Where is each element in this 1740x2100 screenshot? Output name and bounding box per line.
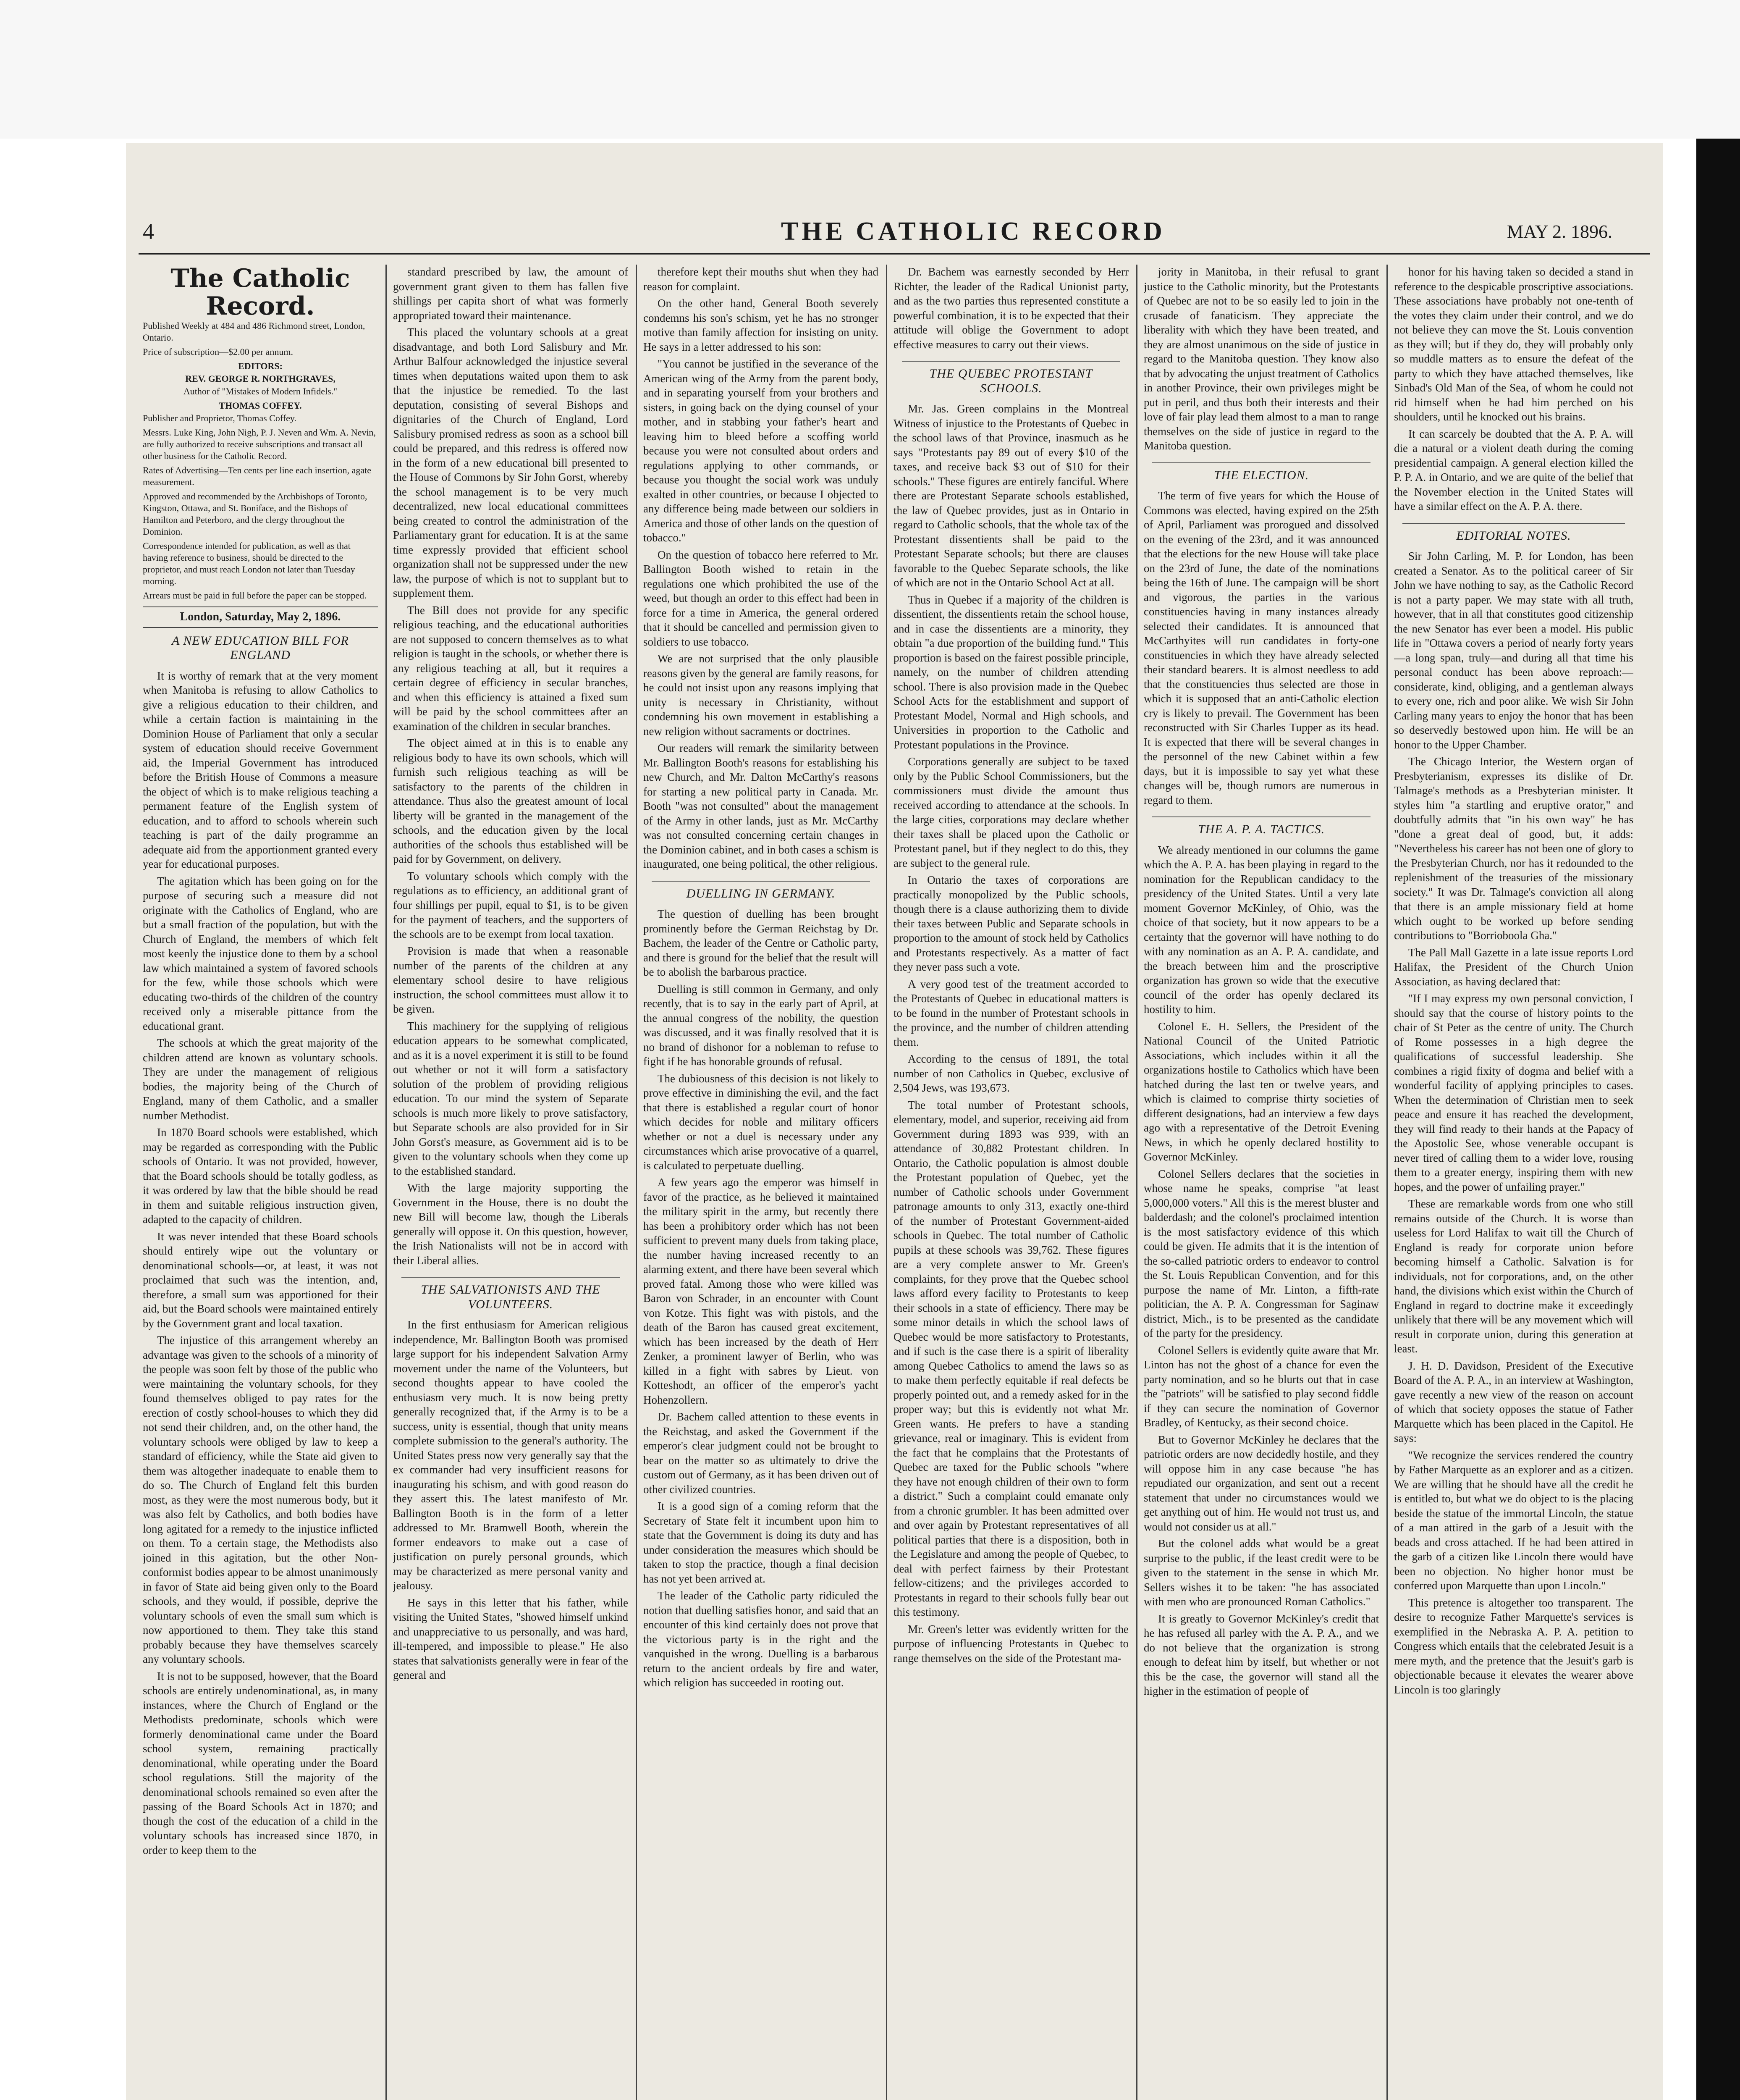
paragraph: Colonel E. H. Sellers, the President of the National Council of the United Patriotic Associations, which includes within it all the organizations hostile to Catholics which have been hatched during the last ten or twelve years, and which is claimed to comprise thirty societies of different designations, had an interview a few days ago with a representative of the Detroit Evening News, in which he openly declared hostility to Governor McKinley.: [1144, 1020, 1379, 1163]
paragraph: It can scarcely be doubted that the A. P. A. will die a natural or a violent death during the coming presidential campaign. A general election killed the P. P. A. in Ontario, and we are quite of the belief that the November election in the United States will have a similar effect on the A. P. A. there.: [1394, 427, 1633, 512]
masthead-approved: Approved and recommended by the Archbishops of Toronto, Kingston, Ottawa, and St. Boniface, and the Bishops of Hamilton and Peterboro, and the clergy throughout the Dominion.: [143, 491, 367, 537]
paragraph: Mr. Green's letter was evidently written for the purpose of influencing Protestants in Quebec to range themselves on the side of the Protestant ma-: [894, 1622, 1129, 1664]
paragraph: It is greatly to Governor McKinley's credit that he has refused all parley with the A. P. A., and we do not believe that the organization is strong enough to defeat him by itself, but whether or not this be the case, the governor will stand all the higher in the estimation of people of: [1144, 1612, 1379, 1697]
paragraph: To voluntary schools which comply with the regulations as to efficiency, an additional grant of four shillings per pupil, equal to $1, is to be given for the payment of teachers, and the supporters of the schools are to be exempt from local taxation.: [393, 869, 628, 940]
paragraph: This placed the voluntary schools at a great disadvantage, and both Lord Salisbury and Mr. Arthur Balfour acknowledged the injustice several times when deputations waited upon them to ask that the injustice be remedied. To the last deputation, consisting of several Bishops and dignitaries of the Church of England, Lord Salisbury promised redress as soon as a school bill could be prepared, and this redress is offered now in the form of a new educational bill presented to the House of Commons by Sir John Gorst, whereby the school management is to be very much decentralized, new local educational committees being created to control the administration of the Parliamentary grant for education. It is at the same time expressly provided that efficient school organization shall not be suppressed under the new law, the purpose of which is not to supplant but to supplement them.: [393, 326, 628, 599]
masthead-advertising: Rates of Advertising—Ten cents per line each insertion, agate measurement.: [143, 465, 372, 487]
paragraph: This machinery for the supplying of religious education appears to be somewhat complicated, and as it is a novel experiment it is still to be found out whether or not it will form a satisfactory solution of the problem of providing religious education. To our mind the system of Separate schools is much more likely to prove satisfactory, but Separate schools are also provided for in Sir John Gorst's measure, as Government aid is to be given to the voluntary schools when they come up to the established standard.: [393, 1019, 628, 1177]
paragraph: A very good test of the treatment accorded to the Protestants of Quebec in educational matters is to be found in the number of Protestant schools in the province, and the number of children attending them.: [894, 977, 1129, 1048]
paragraph: J. H. D. Davidson, President of the Executive Board of the A. P. A., in an interview at Washington, gave recently a new view of the reason on account of which that society opposes the statue of Father Marquette which has been placed in the Capitol. He says:: [1394, 1359, 1633, 1444]
paragraph: therefore kept their mouths shut when they had reason for complaint.: [643, 265, 878, 293]
masthead-price: Price of subscription—$2.00 per annum.: [143, 346, 293, 357]
scan-dark-edge: [1696, 139, 1740, 2100]
masthead-editor-1-note: Author of "Mistakes of Modern Infidels.": [183, 386, 338, 396]
paragraph: The object aimed at in this is to enable any religious body to have its own schools, which will furnish such religious teaching as will be satisfactory to the parents of the children in attendance. Thus also the greatest amount of local liberty will be granted in the management of the schools, and the education given by the local authorities of the schools thus established will be paid for by Government, on delivery.: [393, 737, 628, 865]
paragraph: The term of five years for which the House of Commons was elected, having expired on the 25th of April, Parliament was prorogued and dissolved on the evening of the 23rd, and it was announced that the elections for the new House will take place on the 23rd of June, the date of the nominations being the 16th of June. The campaign will be short and vigorous, the parties in the various constituencies having in many instances already selected their candidates. It is announced that McCarthyites will run candidates in forty-one constituencies in which they have already selected their standard bearers. It is almost needless to add that the constituencies thus selected are those in which it is supposed that an anti-Catholic election cry is likely to prevail. The Government has been reconstructed with Sir Charles Tupper as its head. It is expected that there will be several changes in the personnel of the new Cabinet within a few days, but it is impossible to say yet what these changes will be, though rumors are numerous in regard to them.: [1144, 489, 1379, 806]
heading-education-bill: A NEW EDUCATION BILL FOR ENGLAND: [172, 633, 349, 662]
heading-apa-tactics: THE A. P. A. TACTICS.: [1152, 816, 1371, 837]
paragraph: Duelling is still common in Germany, and only recently, that is to say in the early part of April, at the annual congress of the nobility, the question was discussed, and it was finally resolved that it is no brand of dishonor for a nobleman to refuse to fight if he has honorable grounds of refusal.: [643, 982, 878, 1068]
paragraph: In 1870 Board schools were established, which may be regarded as corresponding with the Public schools of Ontario. It was not provided, however, that the Board schools should be totally godless, as it was ordered by law that the bible should be read in them and suitable religious instruction given, adapted to the capacity of children.: [143, 1126, 378, 1226]
masthead-editors-heading: EDITORS:: [238, 361, 283, 371]
masthead-name: The Catholic Record.: [170, 265, 350, 321]
paragraph: "If I may express my own personal conviction, I should say that the course of history points to the chair of St Peter as the centre of unity. The Church of Rome possesses in a high degree the qualifications of successful leadership. She combines a rigid fixity of dogma and belief with a wonderful facility of applying principles to cases. When the determination of Christian men to seek peace and ensure it has reached the development, they will find ready to their hands at the Papacy of the Apostolic See, whose venerable occupant is never tired of calling them to a wider love, rousing them to a greater energy, inspiring them with new hopes, and the power of unfailing prayer.": [1394, 992, 1633, 1193]
paragraph: The Chicago Interior, the Western organ of Presbyterianism, expresses its dislike of Dr. Talmage's methods as a Presbyterian minister. It styles him "a startling and eruptive orator," and doubtfully admits that "in his own way" he has "done a great deal of good, but, it adds: "Nevertheless his career has not been one of glory to the Presbyterian Church, nor has it redounded to the replenishment of the treasuries of the missionary society." It was Dr. Talmage's conviction all along that there is an ample missionary field at home which ought to be worked up before sending contributions to "Borrioboola Gha.": [1394, 755, 1633, 942]
column-divider: [886, 265, 887, 2100]
paragraph: It was never intended that these Board schools should entirely wipe out the voluntary or denominational schools—or, at least, it was not proclaimed that such was the intention, and, therefore, a small sum was apportioned for their aid, but the Board schools were maintained entirely by the Government grant and local taxation.: [143, 1230, 378, 1330]
paragraph: The Pall Mall Gazette in a late issue reports Lord Halifax, the President of the Church Union Association, as having declared that:: [1394, 946, 1633, 988]
paragraph: It is not to be supposed, however, that the Board schools are entirely undenominational, as, in many instances, where the Church of England or the Methodists predominate, schools which were formerly denominational came under the Board school system, remaining practically denominational, while operating under the Board school regulations. Still the majority of the denominational schools remained so even after the passing of the Board Schools Act in 1870; and though the cost of the education of a child in the voluntary schools has increased since 1870, in order to keep them to the: [143, 1670, 378, 1856]
paragraph: We are not surprised that the only plausible reasons given by the general are family reasons, for he could not insist upon any reasons implying that unity is necessary in Christianity, without condemning his own movement in establishing a new religion without sacraments or doctrines.: [643, 652, 878, 738]
paragraph: Our readers will remark the similarity between Mr. Ballington Booth's reasons for establishing his new Church, and Mr. Dalton McCarthy's reasons for starting a new political party in Canada. Mr. Booth "was not consulted" about the management of the Army in other lands, just as Mr. McCarthy was not consulted concerning certain changes in the Dominion cabinet, and in both cases a schism is inaugurated, one being political, the other religious.: [643, 742, 878, 870]
paragraph: standard prescribed by law, the amount of government grant given to them has fallen five shillings per capita short of what was formerly appropriated toward their maintenance.: [393, 265, 628, 322]
paragraph: Sir John Carling, M. P. for London, has been created a Senator. As to the political career of Sir John we have nothing to say, as the Catholic Record is not a party paper. We may state with all truth, however, that in all that constitutes good citizenship the new Senator has ever been a model. His public life in "Ottawa covers a period of nearly forty years—a long span, truly—and during all that time his personal conduct has been above reproach:—considerate, kind, obliging, and a gentleman always to every one, rich and poor alike. We wish Sir John Carling many years to enjoy the honor that has been so deservedly bestowed upon him. He will be an honor to the Upper Chamber.: [1394, 550, 1633, 751]
paragraph: But to Governor McKinley he declares that the patriotic orders are now decidedly hostile, and they will oppose him in any case because "he has repudiated our organization, and sent out a recent statement that under no circumstances would we get anything out of him. He would not trust us, and would not consider us at all.": [1144, 1433, 1379, 1533]
dateline: London, Saturday, May 2, 1896.: [143, 606, 378, 628]
masthead-agents: Messrs. Luke King, John Nigh, P. J. Neven and Wm. A. Nevin, are fully authorized to receive subscriptions and transact all other business for the Catholic Record.: [143, 427, 376, 461]
paragraph: A few years ago the emperor was himself in favor of the practice, as he believed it maintained the military spirit in the army, but recently there has been a prohibitory order which has not been sufficient to prevent many duels from taking place, the number having increased recently to an alarming extent, and there have been several which proved fatal. Among those who were killed was Baron von Schrader, in an encounter with Count von Kotze. This fight was with pistols, and the death of the Baron has caused great excitement, which has been increased by the death of Herr Zenker, a prominent lawyer of Berlin, who was killed in a fight with sabres by Lieut. von Kotteshodt, an officer of the emperor's yacht Hohenzollern.: [643, 1176, 878, 1406]
paragraph: jority in Manitoba, in their refusal to grant justice to the Catholic minority, but the Protestants of Quebec are not to be so easily led to join in the crusade of fanaticism. They appreciate the liberality with which they have been treated, and they are almost unanimous on the side of justice in regard to the Manitoba question. They know also that by advocating the unjust treatment of Catholics in another Province, their own privileges might be put in peril, and thus both their interests and their love of fair play lead them almost to a man to range themselves on the side of justice in regard to the Manitoba question.: [1144, 265, 1379, 452]
heading-election: THE ELECTION.: [1152, 462, 1371, 483]
column-divider: [1136, 265, 1137, 2100]
column-2: [393, 265, 628, 2100]
paragraph: Provision is made that when a reasonable number of the parents of the children at any elementary school desire to have religious instruction, the school committees must allow it to be given.: [393, 945, 628, 1015]
paragraph: On the other hand, General Booth severely condemns his son's schism, yet he has no stronger motive than family affection for insisting on unity. He says in a letter addressed to his son:: [643, 297, 878, 353]
header-rule: [139, 253, 1650, 255]
paragraph: It is a good sign of a coming reform that the Secretary of State felt it incumbent upon him to state that the Government is doing its duty and has under consideration the measures which should be taken to stop the practice, though a final decision has not yet been arrived at.: [643, 1500, 878, 1585]
newspaper-title: THE CATHOLIC RECORD: [781, 217, 1166, 246]
paragraph: On the question of tobacco here referred to Mr. Ballington Booth wished to retain in the regulations one which prohibited the use of the weed, but though an order to this effect had been in force for a time in America, the general ordered that it should be cancelled and permission given to soldiers to use tobacco.: [643, 548, 878, 648]
article-columns: [143, 265, 1638, 2100]
newspaper-page: [126, 143, 1663, 2100]
paragraph: "We recognize the services rendered the country by Father Marquette as an explorer and as a citizen. We are willing that he should have all the credit he is entitled to, but what we do object to is the placing beside the statue of the immortal Lincoln, the statue of a man attired in the garb of a Jesuit with the beads and cross attached. If he had been attired in the garb of a citizen like Lincoln there would have been no objection. No higher honor must be conferred upon Marquette than upon Lincoln.": [1394, 1449, 1633, 1592]
paragraph: These are remarkable words from one who still remains outside of the Church. It is worse than useless for Lord Halifax to wait till the Church of England is ready for corporate union before becoming himself a Catholic. Salvation is for individuals, not for corporations, and, on the other hand, the divisions which exist within the Church of England in regard to doctrine make it exceedingly unlikely that there will be any movement which will result in corporate union, during this generation at least.: [1394, 1197, 1633, 1355]
paragraph: We already mentioned in our columns the game which the A. P. A. has been playing in regard to the nomination for the Republican candidacy to the presidency of the United States. Until a very late moment Governor McKinley, of Ohio, was the choice of that society, but it now appears to be a certainty that the governor will have nothing to do with any nomination as an A. P. A. candidate, and the breach between him and the proscriptive organization has grown so wide that the executive council of the order has openly declared its hostility to him.: [1144, 843, 1379, 1016]
paragraph: The total number of Protestant schools, elementary, model, and superior, receiving aid from Government during 1893 was 939, with an attendance of 30,882 Protestant children. In Ontario, the Catholic population is almost double the Protestant population of Quebec, yet the number of Catholic schools under Government patronage amounts to only 313, exactly one-third of the number of Protestant Government-aided schools in Quebec. The total number of Catholic pupils at these schools was 39,762. These figures are a very complete answer to Mr. Green's complaints, for they prove that the Quebec school laws afford every facility to Protestants to keep their schools in a state of efficiency. There may be some minor details in which the school laws of Quebec would be more satisfactory to Protestants, and if such is the case there is a spirit of liberality among Quebec Catholics to amend the laws so as to make them perfectly equitable if real defects be properly pointed out, and a remedy asked for in the proper way; but this is evidently not what Mr. Green wants. He prefers to have a standing grievance, real or imaginary. This is evident from the fact that he complains that the Protestants of Quebec are taxed for the Public schools "where they have not enough children of their own to form a district." Such a complaint could emanate only from a chronic grumbler. It has been admitted over and over again by Protestant representatives of all political parties that there is a disposition, both in the Legislature and among the people of Quebec, to deal with perfect fairness by their Protestant fellow-citizens; and the privileges accorded to Protestants in regard to their schools fully bear out this testimony.: [894, 1098, 1129, 1618]
heading-duelling: DUELLING IN GERMANY.: [652, 881, 870, 901]
paragraph: He says in this letter that his father, while visiting the United States, "showed himself unkind and unappreciative to us personally, and was hard, ill-tempered, and impossible to please." He also states that salvationists generally were in fear of the general and: [393, 1596, 628, 1681]
masthead-publisher: Publisher and Proprietor, Thomas Coffey.: [143, 413, 296, 423]
paragraph: Corporations generally are subject to be taxed only by the Public School Commissioners, but the commissioners must divide the amount thus received according to attendance at the schools. In the large cities, corporations may declare whether their taxes shall be placed upon the Catholic or Protestant panel, but if they neglect to do this, they are subject to the general rule.: [894, 755, 1129, 869]
column-1: [143, 265, 378, 2100]
paragraph: Dr. Bachem called attention to these events in the Reichstag, and asked the Government if the emperor's clear judgment could not be brought to bear on the matter so as ultimately to drive the custom out of Germany, as it has been driven out of other civilized countries.: [643, 1410, 878, 1496]
masthead-editor-1: REV. GEORGE R. NORTHGRAVES,: [185, 373, 335, 384]
issue-date: MAY 2. 1896.: [1507, 221, 1612, 242]
paragraph: Colonel Sellers is evidently quite aware that Mr. Linton has not the ghost of a chance for even the party nomination, and so he blurts out that in case the "patriots" will be satisfied to play second fiddle if they can secure the nomination of Governor Bradley, of Kentucky, as their second choice.: [1144, 1344, 1379, 1429]
paragraph: Mr. Jas. Green complains in the Montreal Witness of injustice to the Protestants of Quebec in the school laws of that Province, inasmuch as he says "Protestants pay 89 out of every $10 of the taxes, and receive back $3 out of $10 for their schools." These figures are entirely fanciful. Where there are Protestant Separate schools established, the law of Quebec provides, just as in Ontario in regard to Catholic schools, that the whole tax of the Protestant dissentients shall be paid to the Protestant Separate schools; but there are clauses favorable to the Quebec Separate schools, the like of which are not in the Ontario School Act at all.: [894, 402, 1129, 589]
paragraph: "You cannot be justified in the severance of the American wing of the Army from the parent body, and in separating yourself from your brothers and sisters, in going back on the dying counsel of your mother, and in stabbing your father's heart and leaving him to bleed before a scoffing world because you were not consulted about orders and regulations applying to other commands, or because you thought the social work was unduly exalted in other countries, or because I objected to any difference being made between our soldiers in America and those of other lands on the question of tobacco.": [643, 357, 878, 544]
paragraph: honor for his having taken so decided a stand in reference to the despicable proscriptive associations. These associations have probably not one-tenth of the votes they claim under their control, and we do not believe they can move the St. Louis convention as they will; but if they do, they will probably only so muddle matters as to ensure the defeat of the party to which they have attached themselves, like Sinbad's Old Man of the Sea, of whom he could not rid himself when he had him perched on his shoulders, until he knocked out his brains.: [1394, 265, 1633, 423]
column-6: [1394, 265, 1633, 2100]
paragraph: The schools at which the great majority of the children attend are known as voluntary schools. They are under the management of religious bodies, the majority being of the Church of England, many of them Catholic, and a smaller number Methodist.: [143, 1037, 378, 1122]
heading-editorial-notes: EDITORIAL NOTES.: [1402, 523, 1625, 543]
column-3: [643, 265, 878, 2100]
masthead-editor-2: THOMAS COFFEY.: [219, 400, 302, 411]
scan-margin-top: [0, 0, 1740, 139]
page-number: 4: [143, 219, 154, 244]
paragraph: The dubiousness of this decision is not likely to prove effective in diminishing the evil, and the fact that there is established a regular court of honor which decides for noble and military officers whether or not a duel is necessary under any circumstances which arise provocative of a quarrel, is calculated to perpetuate duelling.: [643, 1072, 878, 1172]
masthead-arrears: Arrears must be paid in full before the paper can be stopped.: [143, 590, 367, 601]
heading-quebec-schools: THE QUEBEC PROTESTANT SCHOOLS.: [902, 361, 1120, 396]
paragraph: The agitation which has been going on for the purpose of securing such a measure did not originate with the Catholics of England, who are but a small fraction of the population, but with the Church of England, the members of which felt most keenly the injustice done to them by a school law which maintained a system of favored schools for the few, while those schools which were educating two-thirds of the children of the country received only a miserable pittance from the educational grant.: [143, 874, 378, 1032]
paragraph: The injustice of this arrangement whereby an advantage was given to the schools of a minority of the people was soon felt by those of the public who were maintaining the voluntary schools, for they found themselves obliged to pay rates for the erection of costly school-houses to which they did not send their children, and, on the other hand, the voluntary schools were obliged by law to keep a standard of efficiency, while the State aid given to them was altogether inadequate to enable them to do so. The Church of England felt this burden most, as they were the most numerous body, but it was also felt by Catholics, and both bodies have long agitated for a remedy to the injustice inflicted on them. To a certain stage, the Methodists also joined in this agitation, but the other Non-conformist bodies appear to be almost unanimously in favor of State aid being given only to the Board schools, and they would, if possible, deprive the voluntary schools of even the small sum which is now apportioned to them. They take this stand probably because they have themselves scarcely any voluntary schools.: [143, 1334, 378, 1665]
column-divider: [1386, 265, 1388, 2100]
paragraph: The leader of the Catholic party ridiculed the notion that duelling satisfies honor, and said that an encounter of this kind certainly does not prove that the victorious party is in the right and the vanquished in the wrong. Duelling is a barbarous return to the ancient ordeals by fire and water, which religion has succeeded in rooting out.: [643, 1589, 878, 1689]
paragraph: It is worthy of remark that at the very moment when Manitoba is refusing to allow Catholics to give a religious education to their children, and while a certain faction is maintaining in the Dominion House of Parliament that only a secular system of education should receive Government aid, the Imperial Government has introduced before the British House of Commons a measure the object of which is to make religious teaching a permanent feature of the English system of education, and to afford to schools wherein such teaching is part of the daily programme an adequate aid from the apportionment granted every year for educational purposes.: [143, 669, 378, 870]
heading-salvationists: THE SALVATIONISTS AND THE VOLUNTEERS.: [401, 1277, 620, 1312]
paragraph: In Ontario the taxes of corporations are practically monopolized by the Public schools, though there is a clause authorizing them to divide their taxes between Public and Separate schools in proportion to the amount of stock held by Catholics and Protestants respectively. As a matter of fact they never pass such a vote.: [894, 874, 1129, 973]
column-5: [1144, 265, 1379, 2100]
paragraph: The Bill does not provide for any specific religious teaching, and the educational authorities are not supposed to concern themselves as to what religion is taught in the schools, or whether there is any religious teaching at all, but it requires a certain degree of efficiency in secular branches, and when this efficiency is attained a fixed sum will be paid by the school committees after an examination of the children in secular branches.: [393, 604, 628, 732]
paragraph: Thus in Quebec if a majority of the children is dissentient, the dissentients retain the school house, and in case the dissentients are a minority, they obtain "a due proportion of the building fund." This proportion is based on the fairest possible principle, namely, on the number of children attending school. There is also provision made in the Quebec School Acts for the establishment and support of Protestant Model, Normal and High schools, and Universities in proportion to the Catholic and Protestant populations in the Province.: [894, 593, 1129, 751]
masthead-correspondence: Correspondence intended for publication, as well as that having reference to business, should be directed to the proprietor, and must reach London not later than Tuesday morning.: [143, 541, 355, 586]
paragraph: According to the census of 1891, the total number of non Catholics in Quebec, exclusive of 2,504 Jews, was 193,673.: [894, 1053, 1129, 1094]
paragraph: Colonel Sellers declares that the societies in whose name he speaks, comprise "at least 5,000,000 voters." All this is the merest bluster and balderdash; and the colonel's proclaimed intention is the most satisfactory evidence of this which could be given. He admits that it is the intention of the so-called patriotic orders to endeavor to control the St. Louis Republican Convention, and for this purpose the name of Mr. Linton, a fifth-rate politician, the A. P. A. Congressman for Saginaw district, Mich., is to be presented as the candidate of the party for the presidency.: [1144, 1167, 1379, 1339]
column-4: [894, 265, 1129, 2100]
paragraph: In the first enthusiasm for American religious independence, Mr. Ballington Booth was promised large support for his independent Salvation Army movement under the name of the Volunteers, but second thoughts appear to have cooled the enthusiasm very much. It is now being pretty generally recognized that, if the Army is to be a success, unity is essential, though that unity means complete submission to the general's authority. The United States press now very generally say that the ex commander had very insufficient reasons for inaugurating his schism, and with good reason do they assert this. The latest manifesto of Mr. Ballington Booth is in the form of a letter addressed to Mr. Bramwell Booth, wherein the former endeavors to make out a case of justification on purely personal grounds, which may be characterized as mere personal vanity and jealousy.: [393, 1318, 628, 1592]
paragraph: But the colonel adds what would be a great surprise to the public, if the least credit were to be given to the statement in the sense in which Mr. Sellers wishes it to be taken: "he has associated with men who are pronounced Roman Catholics.": [1144, 1537, 1379, 1608]
column-divider: [636, 265, 637, 2100]
paragraph: This pretence is altogether too transparent. The desire to recognize Father Marquette's services is exemplified in the Nebraska A. P. A. petition to Congress which entails that the celebrated Jesuit is a mere myth, and the pretence that the Jesuit's garb is objectionable because it elevates the wearer above Lincoln is too glaringly: [1394, 1596, 1633, 1696]
masthead-published: Published Weekly at 484 and 486 Richmond street, London, Ontario.: [143, 320, 365, 343]
paragraph: Dr. Bachem was earnestly seconded by Herr Richter, the leader of the Radical Unionist party, and as the two parties thus represented constitute a powerful combination, it is to be expected that their attitude will oblige the Government to adopt effective measures to carry out their views.: [894, 265, 1129, 351]
paragraph: With the large majority supporting the Government in the House, there is no doubt the new Bill will become law, though the Liberals generally will oppose it. On this question, however, the Irish Nationalists will not be in accord with their Liberal allies.: [393, 1181, 628, 1267]
column-divider: [385, 265, 387, 2100]
paragraph: The question of duelling has been brought prominently before the German Reichstag by Dr. Bachem, the leader of the Centre or Catholic party, and there is ground for the belief that the result will be to abolish the barbarous practice.: [643, 908, 878, 978]
